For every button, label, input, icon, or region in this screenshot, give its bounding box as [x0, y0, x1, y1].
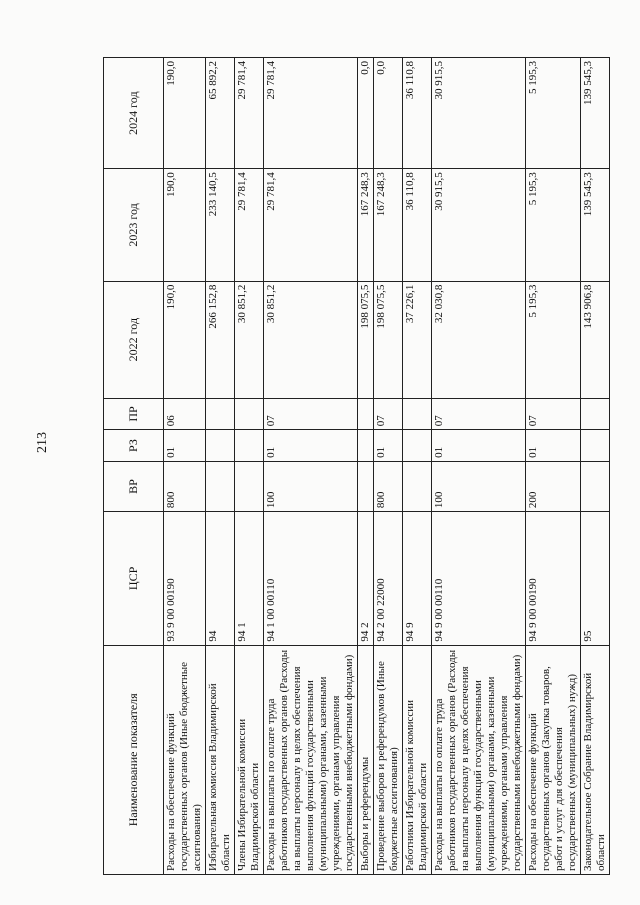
cell-2022: 30 851,2	[235, 281, 264, 398]
cell-vr	[206, 461, 235, 511]
cell-2024: 190,0	[164, 58, 206, 169]
cell-name: Расходы на выплаты по оплате труда работников государственных органов (Расходы на выплаты персоналу в целях обеспечения выполнения функций государственными (муниципальными) органами, казенными учреждениями, органами управления государственными внебюджетными фондами)	[432, 645, 526, 874]
cell-name: Расходы на обеспечение функций государственных органов (Иные бюджетные ассигнования)	[164, 645, 206, 874]
cell-vr: 800	[374, 461, 403, 511]
cell-pr	[358, 398, 374, 430]
table-row	[403, 58, 432, 875]
table-row	[206, 58, 235, 875]
cell-pr: 07	[264, 398, 358, 430]
cell-rz: 01	[432, 430, 526, 462]
budget-table	[103, 57, 610, 875]
cell-name: Выборы и референдумы	[358, 645, 374, 874]
cell-2023: 5 195,3	[526, 169, 581, 281]
table-header-row	[104, 58, 164, 875]
cell-2022: 5 195,3	[526, 281, 581, 398]
cell-2024: 30 915,5	[432, 58, 526, 169]
table-row	[264, 58, 358, 875]
cell-2024: 36 110,8	[403, 58, 432, 169]
cell-csr: 95	[581, 512, 610, 645]
cell-csr: 94 9	[403, 512, 432, 645]
cell-2023: 29 781,4	[264, 169, 358, 281]
cell-name: Законодательное Собрание Владимирской области	[581, 645, 610, 874]
cell-vr	[358, 461, 374, 511]
cell-vr: 100	[432, 461, 526, 511]
cell-csr: 94 9 00 00110	[432, 512, 526, 645]
cell-rz	[403, 430, 432, 462]
cell-2022: 37 226,1	[403, 281, 432, 398]
table-row	[164, 58, 206, 875]
header-csr: ЦСР	[104, 512, 164, 645]
cell-2024: 29 781,4	[235, 58, 264, 169]
cell-pr	[581, 398, 610, 430]
cell-rz	[358, 430, 374, 462]
cell-csr: 93 9 00 00190	[164, 512, 206, 645]
table-row	[374, 58, 403, 875]
cell-rz: 01	[164, 430, 206, 462]
header-pr: ПР	[104, 398, 164, 430]
cell-name: Расходы на выплаты по оплате труда работников государственных органов (Расходы на выплаты персоналу в целях обеспечения выполнения функций государственными (муниципальными) органами, казенными учреждениями, органами управления государственными внебюджетными фондами)	[264, 645, 358, 874]
cell-csr: 94 9 00 00190	[526, 512, 581, 645]
cell-vr	[403, 461, 432, 511]
cell-2022: 32 030,8	[432, 281, 526, 398]
cell-name: Работники Избирательной комиссии Владимирской области	[403, 645, 432, 874]
cell-2024: 5 195,3	[526, 58, 581, 169]
cell-rz: 01	[526, 430, 581, 462]
header-vr: ВР	[104, 461, 164, 511]
cell-2024: 139 545,3	[581, 58, 610, 169]
cell-2024: 0,0	[358, 58, 374, 169]
cell-2023: 233 140,5	[206, 169, 235, 281]
cell-2022: 198 075,5	[374, 281, 403, 398]
cell-2024: 29 781,4	[264, 58, 358, 169]
cell-2023: 190,0	[164, 169, 206, 281]
header-2023: 2023 год	[104, 169, 164, 281]
cell-rz	[581, 430, 610, 462]
cell-rz	[235, 430, 264, 462]
header-2022: 2022 год	[104, 281, 164, 398]
table-row	[358, 58, 374, 875]
rotated-table-wrapper	[103, 57, 607, 875]
cell-name: Избирательная комиссия Владимирской области	[206, 645, 235, 874]
cell-vr	[235, 461, 264, 511]
cell-pr	[403, 398, 432, 430]
cell-2023: 36 110,8	[403, 169, 432, 281]
cell-2023: 167 248,3	[374, 169, 403, 281]
cell-csr: 94 2	[358, 512, 374, 645]
cell-vr: 800	[164, 461, 206, 511]
table-row	[581, 58, 610, 875]
cell-csr: 94 1 00 00110	[264, 512, 358, 645]
cell-2024: 0,0	[374, 58, 403, 169]
cell-vr: 200	[526, 461, 581, 511]
cell-rz	[206, 430, 235, 462]
table-row	[526, 58, 581, 875]
cell-pr	[206, 398, 235, 430]
cell-pr	[235, 398, 264, 430]
cell-csr: 94	[206, 512, 235, 645]
cell-2022: 190,0	[164, 281, 206, 398]
cell-2022: 143 906,8	[581, 281, 610, 398]
header-2024: 2024 год	[104, 58, 164, 169]
cell-2022: 266 152,8	[206, 281, 235, 398]
cell-vr: 100	[264, 461, 358, 511]
cell-csr: 94 2 00 22000	[374, 512, 403, 645]
cell-vr	[581, 461, 610, 511]
page-number: 213	[35, 432, 50, 453]
header-rz: РЗ	[104, 430, 164, 462]
cell-name: Проведение выборов и референдумов (Иные бюджетные ассигнования)	[374, 645, 403, 874]
cell-2022: 198 075,5	[358, 281, 374, 398]
cell-2023: 167 248,3	[358, 169, 374, 281]
cell-pr: 06	[164, 398, 206, 430]
cell-pr: 07	[432, 398, 526, 430]
cell-2023: 30 915,5	[432, 169, 526, 281]
cell-rz: 01	[374, 430, 403, 462]
table-row	[235, 58, 264, 875]
cell-pr: 07	[374, 398, 403, 430]
cell-name: Члены Избирательной комиссии Владимирской области	[235, 645, 264, 874]
cell-csr: 94 1	[235, 512, 264, 645]
cell-name: Расходы на обеспечение функций государственных органов (Закупка товаров, работ и услуг для обеспечения государственных (муниципальных) нужд)	[526, 645, 581, 874]
cell-pr: 07	[526, 398, 581, 430]
cell-2022: 30 851,2	[264, 281, 358, 398]
header-name: Наименование показателя	[104, 645, 164, 874]
cell-2023: 139 545,3	[581, 169, 610, 281]
cell-2024: 65 892,2	[206, 58, 235, 169]
cell-rz: 01	[264, 430, 358, 462]
cell-2023: 29 781,4	[235, 169, 264, 281]
table-row	[432, 58, 526, 875]
